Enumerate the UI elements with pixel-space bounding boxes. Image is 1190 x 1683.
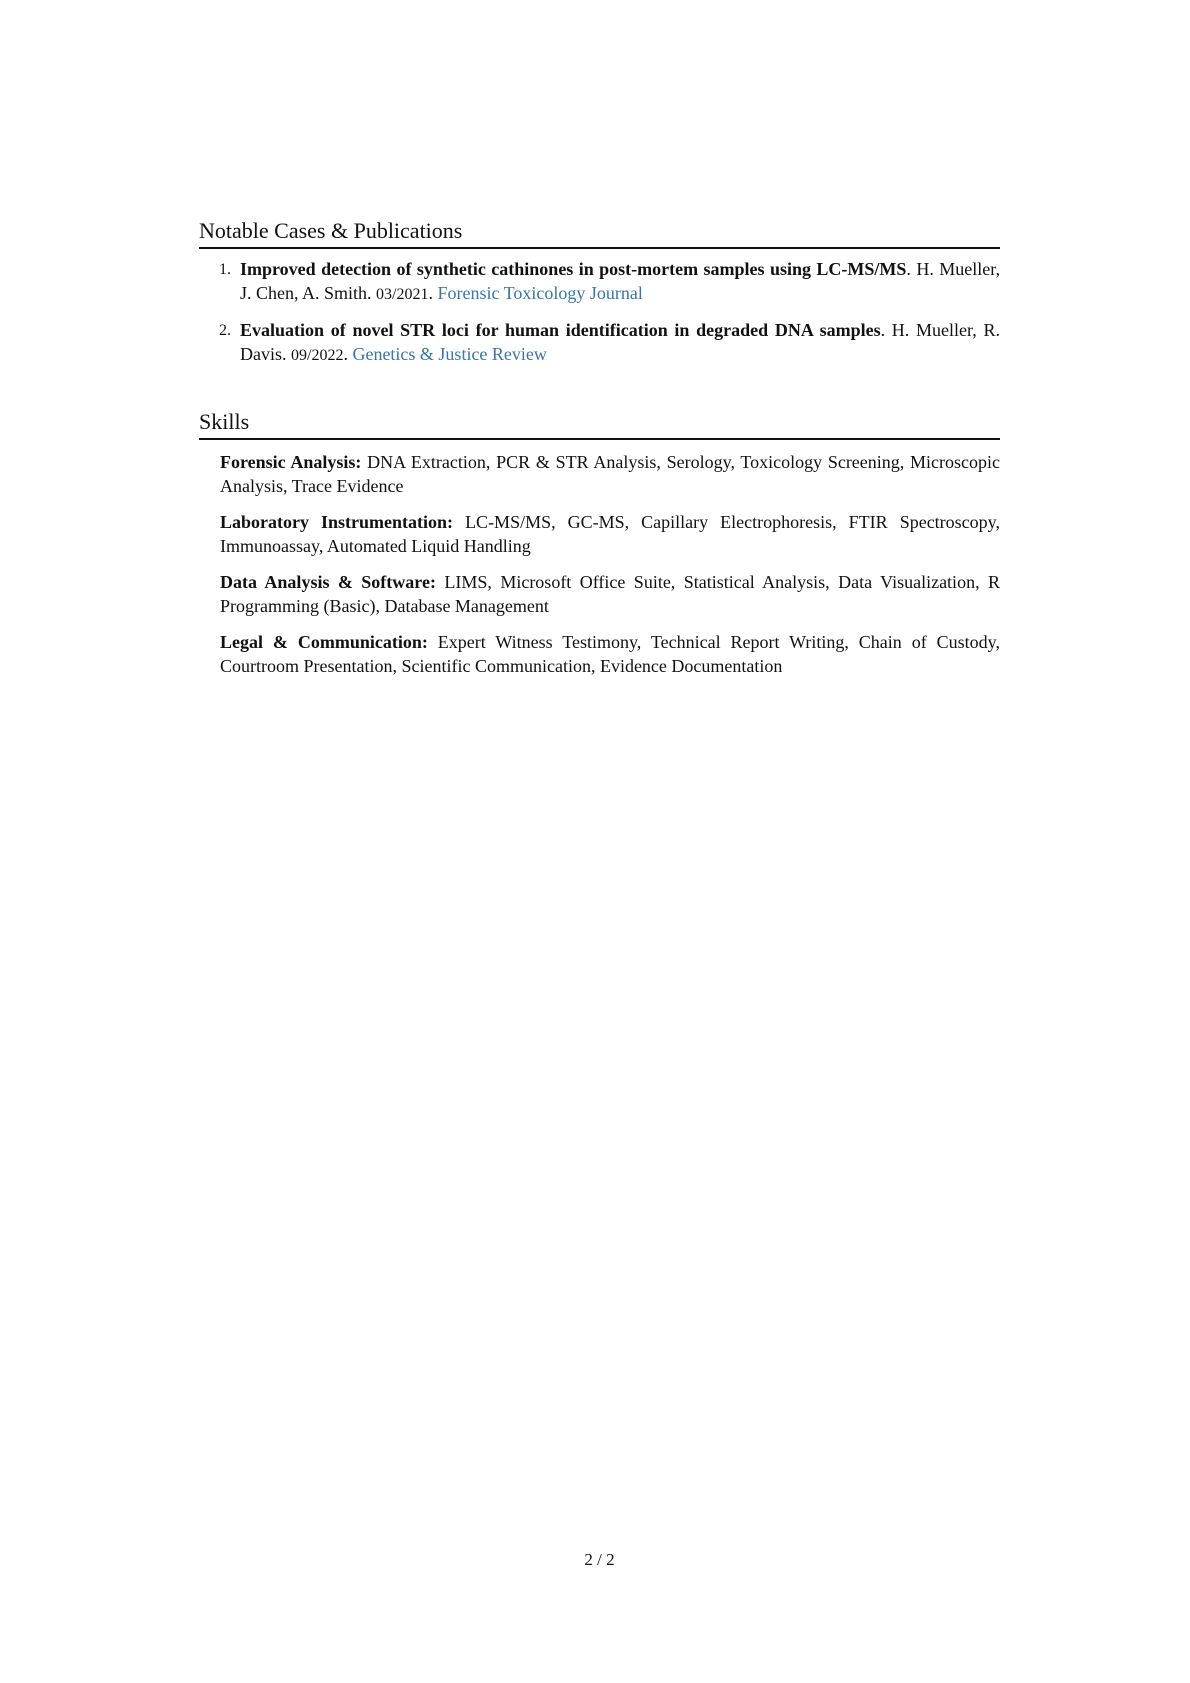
publication-authors: . H. Mueller, R. Davis. — [240, 320, 1001, 364]
publications-section — [199, 217, 1000, 367]
publication-number: 2. — [219, 322, 231, 339]
publication-item — [199, 319, 1000, 367]
publication-item — [199, 258, 1000, 306]
publication-separator: . — [343, 343, 353, 364]
skill-label: Laboratory Instrumentation: — [220, 512, 454, 532]
publications-list — [199, 258, 1000, 367]
publication-venue-link[interactable]: Forensic Toxicology Journal — [437, 282, 643, 303]
skill-value: DNA Extraction, PCR & STR Analysis, Serology, Toxicology Screening, Microscopic Analysis, Trace Evidence — [220, 452, 1001, 496]
publication-separator: . — [428, 282, 438, 303]
publication-venue-link[interactable]: Genetics & Justice Review — [352, 343, 547, 364]
publications-heading: Notable Cases & Publications — [199, 217, 1000, 249]
resume-page — [199, 0, 1000, 1683]
skills-heading: Skills — [199, 408, 1000, 440]
skill-label: Data Analysis & Software: — [220, 572, 436, 592]
skill-row-data-analysis-software — [199, 571, 1000, 618]
skill-row-forensic-analysis — [199, 451, 1000, 498]
skill-value: LC-MS/MS, GC-MS, Capillary Electrophoresis, FTIR Spectroscopy, Immunoassay, Automated Liquid Handling — [220, 512, 1000, 556]
page-number: 2 / 2 — [584, 1550, 615, 1569]
skill-row-legal-communication — [199, 631, 1000, 678]
skill-row-laboratory-instrumentation — [199, 511, 1000, 558]
skill-label: Legal & Communication: — [220, 632, 428, 652]
skill-value: Expert Witness Testimony, Technical Report Writing, Chain of Custody, Courtroom Presentation, Scientific Communication, Evidence Documentation — [220, 632, 1000, 676]
publication-title: Improved detection of synthetic cathinones in post-mortem samples using LC-MS/MS — [240, 259, 907, 279]
publication-date: 09/2022 — [291, 346, 344, 364]
publication-date: 03/2021 — [376, 285, 429, 303]
skill-value: LIMS, Microsoft Office Suite, Statistical Analysis, Data Visualization, R Programming (Basic), Database Management — [220, 572, 1000, 616]
publication-authors: . H. Mueller, J. Chen, A. Smith. — [240, 259, 1000, 303]
publication-number: 1. — [219, 261, 231, 278]
skills-section — [199, 408, 1000, 678]
publication-title: Evaluation of novel STR loci for human identification in degraded DNA samples — [240, 320, 881, 340]
skill-label: Forensic Analysis: — [220, 452, 362, 472]
